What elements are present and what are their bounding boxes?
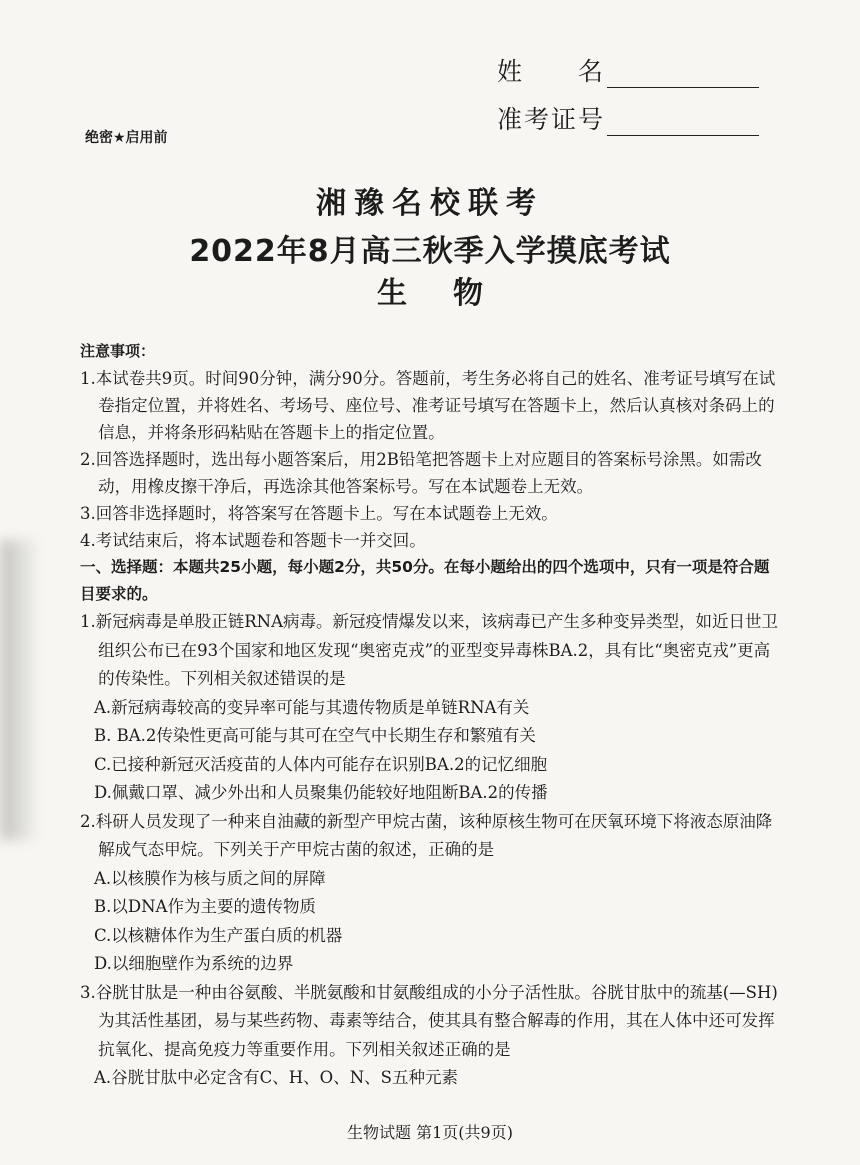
notice-heading: 注意事项： [80,342,156,360]
question-1-option-a: A.新冠病毒较高的变异率可能与其遗传物质是单链RNA有关 [94,697,530,717]
notice-item: 3.回答非选择题时，将答案写在答题卡上。写在本试题卷上无效。 [80,504,558,523]
question-1-option-c: C.已接种新冠灭活疫苗的人体内可能存在识别BA.2的记忆细胞 [94,754,548,774]
name-row [497,40,759,88]
notice-item: 1.本试卷共9页。时间90分钟，满分90分。答题前，考生务必将自己的姓名、准考证号填写在试卷指定位置，并将姓名、考场号、座位号、准考证号填写在答题卡上，然后认真核对条码上的信息，并将条形码粘贴在答题卡上的指定位置。 [80,369,776,442]
question-2-stem: 2.科研人员发现了一种来自油藏的新型产甲烷古菌，该种原核生物可在厌氧环境下将液态原油降解成气态甲烷。下列关于产甲烷古菌的叙述，正确的是 [80,811,773,859]
question-1-option-d: D.佩戴口罩、减少外出和人员聚集仍能较好地阻断BA.2的传播 [94,783,548,802]
notice-item: 2.回答选择题时，选出每小题答案后，用2B铅笔把答题卡上对应题目的答案标号涂黑。如需改动，用橡皮擦干净后，再选涂其他答案标号。写在本试题卷上无效。 [80,450,762,496]
ticket-label: 准考证号 [497,105,606,134]
question-1-option-b: B. BA.2传染性更高可能与其可在空气中长期生存和繁殖有关 [94,726,536,745]
name-field[interactable] [607,57,759,88]
question-1-stem: 1.新冠病毒是单股正链RNA病毒。新冠疫情爆发以来，该病毒已产生多种变异类型，如近日世卫组织公布已在93个国家和地区发现“奥密克戎”的亚型变异毒株BA.2，具有比“奥密克戎”更高的传染性。下列相关叙述错误的是 [80,612,779,688]
page-footer: 生物试题 第1页(共9页) [347,1123,513,1142]
name-label: 姓 名 [497,57,606,86]
exam-content [80,338,780,1093]
section-heading: 一、选择题：本题共25小题，每小题2分，共50分。在每小题给出的四个选项中，只有一项是符合题目要求的。 [80,558,770,603]
question-3-stem: 3.谷胱甘肽是一种由谷氨酸、半胱氨酸和甘氨酸组成的小分子活性肽。谷胱甘肽中的巯基(—SH)为其活性基团，易与某些药物、毒素等结合，使其具有整合解毒的作用，其在人体中还可发挥抗氧化、提高免疫力等重要作用。下列相关叙述正确的是 [80,982,778,1059]
question-2-option-d: D.以细胞壁作为系统的边界 [94,954,294,973]
question-3-option-a: A.谷胱甘肽中必定含有C、H、O、N、S五种元素 [94,1068,458,1087]
notice-item: 4.考试结束后，将本试题卷和答题卡一并交回。 [80,531,426,550]
question-2-option-a: A.以核膜作为核与质之间的屏障 [94,868,326,888]
secret-mark: 绝密★启用前 [85,130,168,146]
candidate-info [497,40,759,136]
exam-title: 2022年8月高三秋季入学摸底考试 [189,234,671,269]
subject-title: 生物 [377,276,529,311]
question-2-option-c: C.以核糖体作为生产蛋白质的机器 [94,925,343,945]
question-2-option-b: B.以DNA作为主要的遗传物质 [94,897,316,916]
scan-shadow [0,540,40,840]
exam-union-title: 湘豫名校联考 [316,186,544,221]
ticket-row [497,88,759,136]
ticket-field[interactable] [607,105,759,136]
